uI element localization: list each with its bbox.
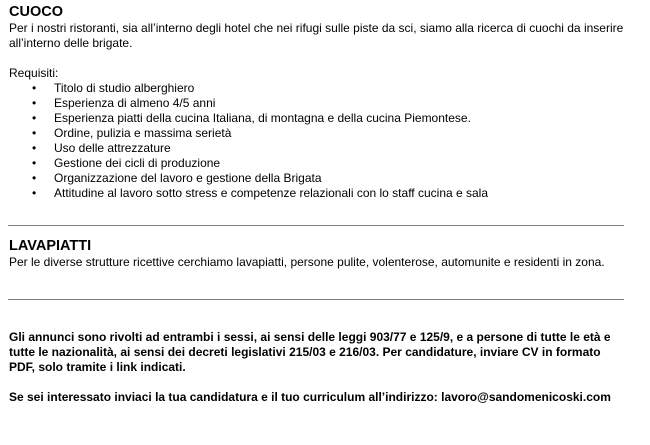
notice-line-2: tutte le nazionalità, ai sensi dei decreti legislativi 215/03 e 216/03. Per candidature, inviare CV in formato [9, 345, 601, 359]
requirement-item [9, 186, 639, 201]
requirement-text: Titolo di studio alberghiero [54, 81, 195, 95]
requirement-text: Organizzazione del lavoro e gestione della Brigata [54, 171, 322, 185]
bullet-icon: • [32, 126, 37, 140]
notice-line-3: PDF, solo tramite i link indicati. [9, 360, 186, 374]
requirement-item [9, 81, 639, 96]
requirement-item [9, 156, 639, 171]
bullet-icon: • [32, 186, 37, 200]
lavapiatti-description: Per le diverse strutture ricettive cerchiamo lavapiatti, persone pulite, volenterose, automunite e residenti in zona. [9, 255, 605, 269]
requirement-text: Uso delle attrezzature [54, 141, 171, 155]
requirement-item [9, 171, 639, 186]
contact-text: Se sei interessato inviaci la tua candidatura e il tuo curriculum all’indirizzo: [9, 390, 442, 404]
horizontal-rule-1 [8, 225, 624, 226]
bullet-icon: • [32, 156, 37, 170]
cuoco-title: CUOCO [9, 4, 63, 20]
requirements-list [9, 81, 639, 201]
requirement-text: Esperienza di almeno 4/5 anni [54, 96, 216, 110]
notice-line-1: Gli annunci sono rivolti ad entrambi i sessi, ai sensi delle leggi 903/77 e 125/9, e a persone di tutte le età e [9, 330, 611, 344]
requirement-text: Attitudine al lavoro sotto stress e competenze relazionali con lo staff cucina e sala [54, 186, 489, 200]
bullet-icon: • [32, 81, 37, 95]
requirement-item [9, 141, 639, 156]
requirement-text: Ordine, pulizia e massima serietà [54, 126, 232, 140]
cuoco-section [9, 4, 639, 201]
cuoco-intro-line-1: Per i nostri ristoranti, sia all’interno degli hotel che nei rifugi sulle piste da sci, siamo alla ricerca di cuochi da inserire [9, 21, 624, 35]
spacer [9, 375, 644, 390]
requirement-item [9, 96, 639, 111]
cuoco-intro-line-2: all’interno delle brigate. [9, 36, 133, 50]
bullet-icon: • [32, 141, 37, 155]
bullet-icon: • [32, 111, 37, 125]
contact-email-link[interactable]: lavoro@sandomenicoski.com [441, 390, 611, 404]
requirement-text: Gestione dei cicli di produzione [54, 156, 221, 170]
bullet-icon: • [32, 96, 37, 110]
footer-notice [9, 330, 644, 405]
bullet-icon: • [32, 171, 37, 185]
horizontal-rule-2 [8, 299, 624, 300]
requirement-item [9, 126, 639, 141]
requirement-item [9, 111, 639, 126]
spacer [9, 51, 639, 66]
contact-line [9, 390, 644, 405]
requirement-text: Esperienza piatti della cucina Italiana, di montagna e della cucina Piemontese. [54, 111, 471, 125]
requirements-label: Requisiti: [9, 66, 59, 80]
lavapiatti-section [9, 238, 639, 270]
lavapiatti-title: LAVAPIATTI [9, 238, 92, 254]
